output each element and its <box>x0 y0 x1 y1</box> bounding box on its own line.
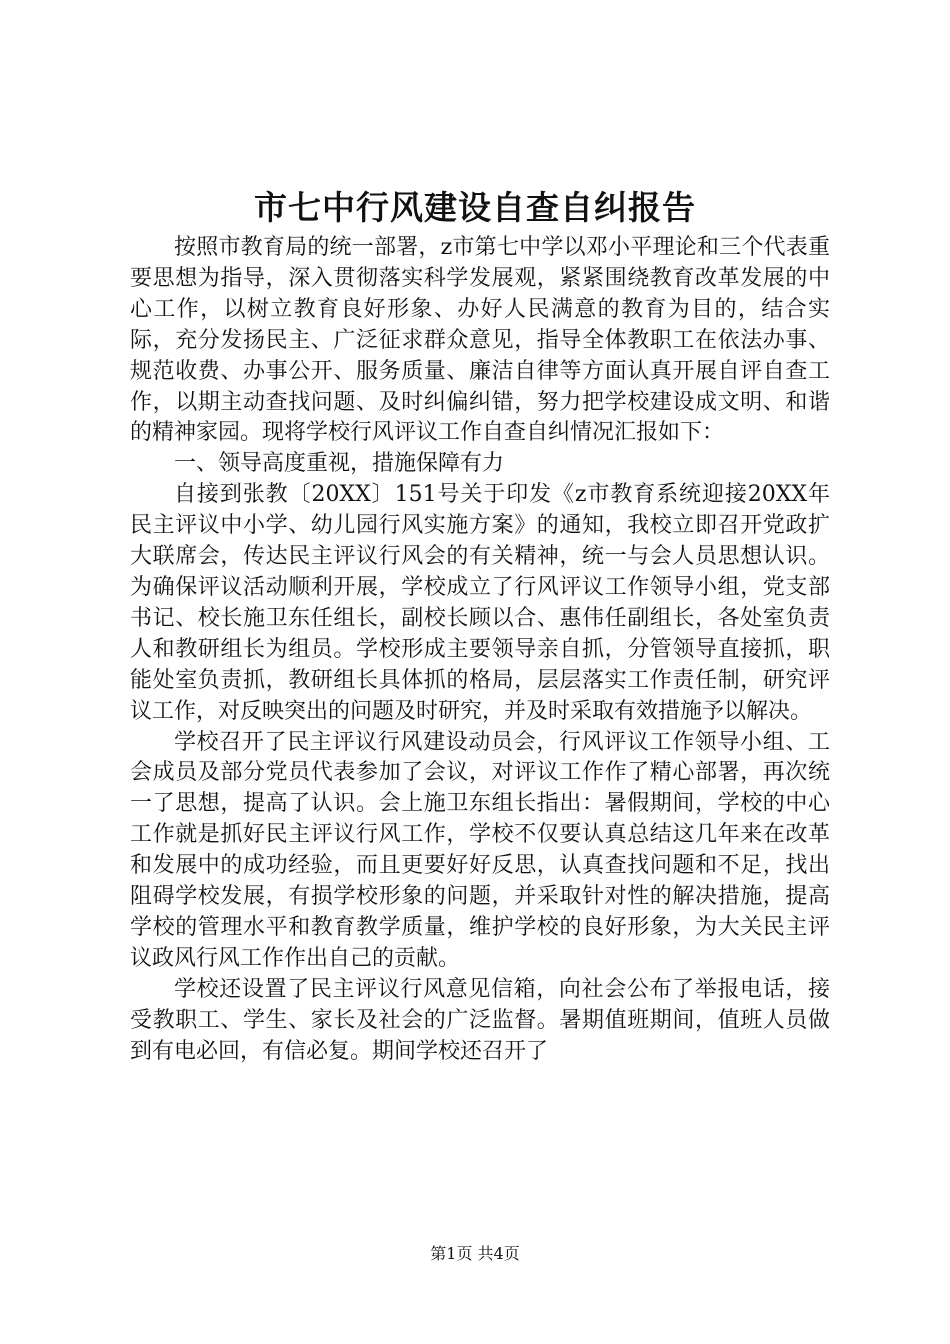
section-heading: 一、领导高度重视，措施保障有力 <box>174 451 505 477</box>
body-paragraph: 学校还设置了民主评议行风意见信箱，向社会公布了举报电话，接受教职工、学生、家长及社会的广泛监督。暑期值班期间，值班人员做到有电必回，有信必复。期间学校还召开了 <box>130 976 830 1064</box>
body-paragraph: 学校召开了民主评议行风建设动员会，行风评议工作领导小组、工会成员及部分党员代表参加了会议，对评议工作作了精心部署，再次统一了思想，提高了认识。会上施卫东组长指出：暑假期间，学校的中心工作就是抓好民主评议行风工作，学校不仅要认真总结这几年来在改革和发展中的成功经验，而且更要好好反思，认真查找问题和不足，找出阻碍学校发展，有损学校形象的问题，并采取针对性的解决措施，提高学校的管理水平和教育教学质量，维护学校的良好形象，为大关民主评议政风行风工作作出自己的贡献。 <box>130 729 830 971</box>
document-title: 市七中行风建设自查自纠报告 <box>254 188 696 227</box>
page-footer: 第1页 共4页 <box>430 1244 520 1263</box>
document-body <box>130 233 830 1067</box>
intro-paragraph: 按照市教育局的统一部署，z市第七中学以邓小平理论和三个代表重要思想为指导，深入贯彻落实科学发展观，紧紧围绕教育改革发展的中心工作，以树立教育良好形象、办好人民满意的教育为目的，结合实际，充分发扬民主、广泛征求群众意见，指导全体教职工在依法办事、规范收费、办事公开、服务质量、廉洁自律等方面认真开展自评自查工作，以期主动查找问题、及时纠偏纠错，努力把学校建设成文明、和谐的精神家园。现将学校行风评议工作自查自纠情况汇报如下： <box>130 235 830 446</box>
body-paragraph: 自接到张教〔20XX〕151号关于印发《z市教育系统迎接20XX年民主评议中小学、幼儿园行风实施方案》的通知，我校立即召开党政扩大联席会，传达民主评议行风会的有关精神，统一与会人员思想认识。为确保评议活动顺利开展，学校成立了行风评议工作领导小组，党支部书记、校长施卫东任组长，副校长顾以合、惠伟任副组长，各处室负责人和教研组长为组员。学校形成主要领导亲自抓，分管领导直接抓，职能处室负责抓，教研组长具体抓的格局，层层落实工作责任制，研究评议工作，对反映突出的问题及时研究，并及时采取有效措施予以解决。 <box>130 482 830 724</box>
